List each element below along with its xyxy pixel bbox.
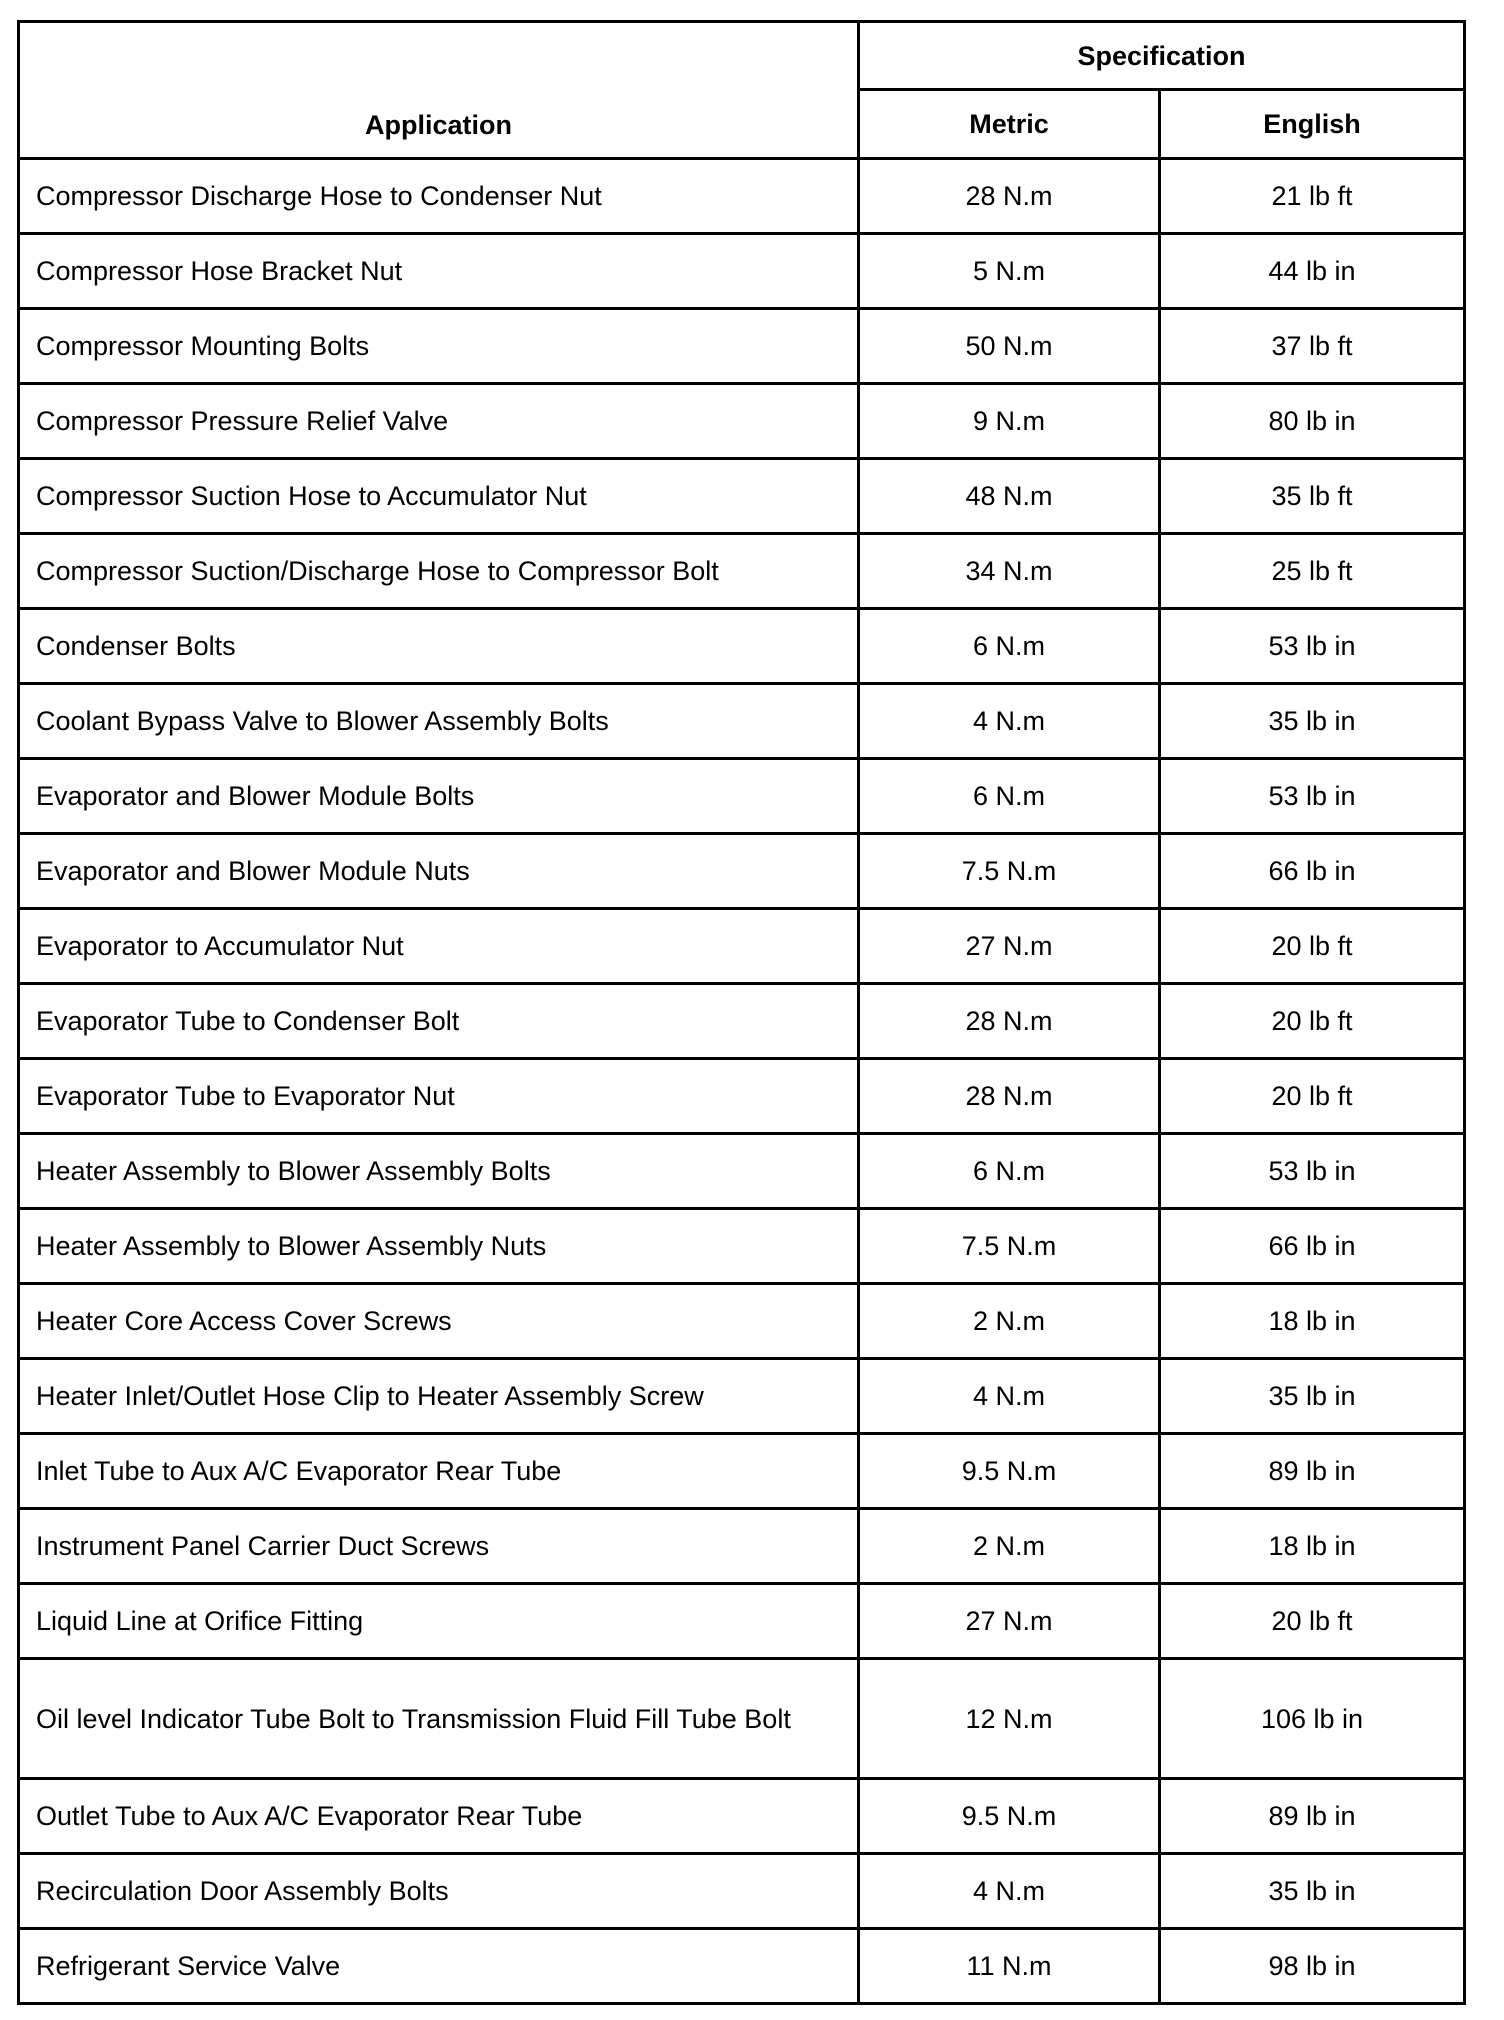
cell-metric: 34 N.m bbox=[859, 534, 1160, 609]
cell-metric: 2 N.m bbox=[859, 1284, 1160, 1359]
cell-application: Outlet Tube to Aux A/C Evaporator Rear Tube bbox=[19, 1779, 859, 1854]
cell-metric: 28 N.m bbox=[859, 984, 1160, 1059]
cell-english: 35 lb in bbox=[1160, 1359, 1465, 1434]
cell-english: 18 lb in bbox=[1160, 1509, 1465, 1584]
table-row bbox=[19, 1584, 1465, 1659]
header-metric: Metric bbox=[859, 90, 1160, 159]
cell-english: 89 lb in bbox=[1160, 1434, 1465, 1509]
cell-application: Evaporator Tube to Evaporator Nut bbox=[19, 1059, 859, 1134]
cell-application: Oil level Indicator Tube Bolt to Transmission Fluid Fill Tube Bolt bbox=[19, 1659, 859, 1779]
cell-application: Coolant Bypass Valve to Blower Assembly Bolts bbox=[19, 684, 859, 759]
header-specification: Specification bbox=[859, 22, 1465, 90]
cell-english: 98 lb in bbox=[1160, 1929, 1465, 2004]
cell-metric: 11 N.m bbox=[859, 1929, 1160, 2004]
cell-metric: 4 N.m bbox=[859, 1359, 1160, 1434]
table-row bbox=[19, 984, 1465, 1059]
table-row bbox=[19, 1779, 1465, 1854]
cell-english: 53 lb in bbox=[1160, 1134, 1465, 1209]
table-row bbox=[19, 609, 1465, 684]
cell-application: Instrument Panel Carrier Duct Screws bbox=[19, 1509, 859, 1584]
cell-metric: 6 N.m bbox=[859, 609, 1160, 684]
cell-application: Refrigerant Service Valve bbox=[19, 1929, 859, 2004]
cell-english: 25 lb ft bbox=[1160, 534, 1465, 609]
cell-metric: 4 N.m bbox=[859, 1854, 1160, 1929]
cell-application: Liquid Line at Orifice Fitting bbox=[19, 1584, 859, 1659]
cell-metric: 4 N.m bbox=[859, 684, 1160, 759]
cell-english: 44 lb in bbox=[1160, 234, 1465, 309]
header-row-top bbox=[19, 22, 1465, 90]
cell-english: 53 lb in bbox=[1160, 759, 1465, 834]
cell-metric: 6 N.m bbox=[859, 759, 1160, 834]
table-row bbox=[19, 1284, 1465, 1359]
cell-metric: 9 N.m bbox=[859, 384, 1160, 459]
cell-application: Heater Core Access Cover Screws bbox=[19, 1284, 859, 1359]
cell-application: Evaporator to Accumulator Nut bbox=[19, 909, 859, 984]
table-row bbox=[19, 1659, 1465, 1779]
cell-english: 37 lb ft bbox=[1160, 309, 1465, 384]
cell-application: Compressor Mounting Bolts bbox=[19, 309, 859, 384]
cell-application: Compressor Hose Bracket Nut bbox=[19, 234, 859, 309]
table-row bbox=[19, 1509, 1465, 1584]
cell-application: Heater Assembly to Blower Assembly Nuts bbox=[19, 1209, 859, 1284]
header-application: Application bbox=[19, 22, 859, 159]
table-row bbox=[19, 1854, 1465, 1929]
cell-application: Evaporator Tube to Condenser Bolt bbox=[19, 984, 859, 1059]
cell-metric: 9.5 N.m bbox=[859, 1434, 1160, 1509]
cell-application: Compressor Pressure Relief Valve bbox=[19, 384, 859, 459]
cell-metric: 5 N.m bbox=[859, 234, 1160, 309]
cell-english: 66 lb in bbox=[1160, 834, 1465, 909]
cell-application: Inlet Tube to Aux A/C Evaporator Rear Tube bbox=[19, 1434, 859, 1509]
table-row bbox=[19, 1134, 1465, 1209]
table-row bbox=[19, 234, 1465, 309]
cell-metric: 6 N.m bbox=[859, 1134, 1160, 1209]
cell-metric: 2 N.m bbox=[859, 1509, 1160, 1584]
cell-application: Heater Inlet/Outlet Hose Clip to Heater Assembly Screw bbox=[19, 1359, 859, 1434]
cell-application: Evaporator and Blower Module Bolts bbox=[19, 759, 859, 834]
table-row bbox=[19, 1209, 1465, 1284]
table-body bbox=[19, 159, 1465, 2004]
table-row bbox=[19, 384, 1465, 459]
cell-english: 89 lb in bbox=[1160, 1779, 1465, 1854]
cell-english: 35 lb in bbox=[1160, 684, 1465, 759]
cell-application: Compressor Suction/Discharge Hose to Compressor Bolt bbox=[19, 534, 859, 609]
table-row bbox=[19, 909, 1465, 984]
table-row bbox=[19, 759, 1465, 834]
cell-english: 20 lb ft bbox=[1160, 984, 1465, 1059]
table-row bbox=[19, 1929, 1465, 2004]
cell-application: Evaporator and Blower Module Nuts bbox=[19, 834, 859, 909]
table-row bbox=[19, 1059, 1465, 1134]
cell-metric: 28 N.m bbox=[859, 159, 1160, 234]
table-row bbox=[19, 459, 1465, 534]
cell-metric: 9.5 N.m bbox=[859, 1779, 1160, 1854]
table-row bbox=[19, 1434, 1465, 1509]
table-row bbox=[19, 309, 1465, 384]
cell-metric: 27 N.m bbox=[859, 1584, 1160, 1659]
cell-english: 53 lb in bbox=[1160, 609, 1465, 684]
cell-english: 20 lb ft bbox=[1160, 1059, 1465, 1134]
table-row bbox=[19, 534, 1465, 609]
cell-application: Compressor Suction Hose to Accumulator Nut bbox=[19, 459, 859, 534]
table-row bbox=[19, 834, 1465, 909]
cell-metric: 50 N.m bbox=[859, 309, 1160, 384]
cell-application: Recirculation Door Assembly Bolts bbox=[19, 1854, 859, 1929]
cell-application: Compressor Discharge Hose to Condenser Nut bbox=[19, 159, 859, 234]
cell-english: 21 lb ft bbox=[1160, 159, 1465, 234]
cell-metric: 28 N.m bbox=[859, 1059, 1160, 1134]
cell-metric: 12 N.m bbox=[859, 1659, 1160, 1779]
torque-spec-table bbox=[17, 20, 1466, 2005]
table-row bbox=[19, 684, 1465, 759]
table-row bbox=[19, 159, 1465, 234]
cell-metric: 7.5 N.m bbox=[859, 1209, 1160, 1284]
cell-english: 80 lb in bbox=[1160, 384, 1465, 459]
cell-english: 66 lb in bbox=[1160, 1209, 1465, 1284]
header-english: English bbox=[1160, 90, 1465, 159]
cell-english: 106 lb in bbox=[1160, 1659, 1465, 1779]
cell-application: Condenser Bolts bbox=[19, 609, 859, 684]
cell-metric: 27 N.m bbox=[859, 909, 1160, 984]
cell-english: 20 lb ft bbox=[1160, 1584, 1465, 1659]
table-row bbox=[19, 1359, 1465, 1434]
cell-english: 35 lb in bbox=[1160, 1854, 1465, 1929]
cell-english: 20 lb ft bbox=[1160, 909, 1465, 984]
table-header bbox=[19, 22, 1465, 159]
cell-application: Heater Assembly to Blower Assembly Bolts bbox=[19, 1134, 859, 1209]
cell-metric: 7.5 N.m bbox=[859, 834, 1160, 909]
cell-english: 35 lb ft bbox=[1160, 459, 1465, 534]
cell-metric: 48 N.m bbox=[859, 459, 1160, 534]
cell-english: 18 lb in bbox=[1160, 1284, 1465, 1359]
